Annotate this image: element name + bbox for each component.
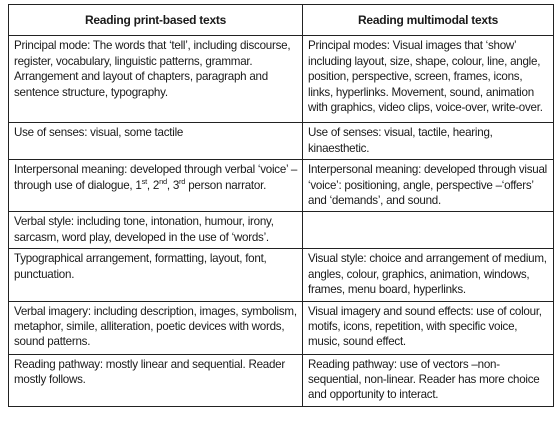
table-row xyxy=(9,354,554,406)
table-row xyxy=(9,301,554,354)
table-row xyxy=(9,212,554,249)
multimodal-cell xyxy=(303,301,554,354)
print-text-part: person narrator. xyxy=(185,178,267,192)
print-text xyxy=(14,162,298,193)
multimodal-cell xyxy=(303,36,554,123)
header-row xyxy=(9,5,554,36)
table-row xyxy=(9,160,554,212)
print-text: Verbal imagery: including description, images, symbolism, metaphor, simile, alliteration, poetic devices with words, sound patterns. xyxy=(14,304,297,349)
print-cell xyxy=(9,354,303,406)
multimodal-cell xyxy=(303,249,554,301)
print-text: Principal mode: The words that ‘tell’, including discourse, register, vocabulary, linguistic patterns, grammar. Arrangement and layout of chapters, paragraph and sentence structure, typography. xyxy=(14,39,291,99)
table-row xyxy=(9,36,554,123)
print-cell xyxy=(9,301,303,354)
multimodal-cell-empty xyxy=(303,212,554,249)
multimodal-text: Visual imagery and sound effects: use of colour, motifs, icons, repetition, with specific voice, music, sound effect. xyxy=(308,304,542,349)
print-text: Typographical arrangement, formatting, layout, font, punctuation. xyxy=(14,252,267,281)
ordinal-suffix: st xyxy=(141,176,147,186)
multimodal-text: Reading pathway: use of vectors –non-sequential, non-linear. Reader has more choice and opportunity to interact. xyxy=(308,357,540,402)
print-text: Reading pathway: mostly linear and sequential. Reader mostly follows. xyxy=(14,357,285,387)
print-cell xyxy=(9,160,303,212)
ordinal-suffix: rd xyxy=(179,176,186,186)
table-row xyxy=(9,123,554,160)
print-cell xyxy=(9,249,303,301)
print-cell xyxy=(9,123,303,160)
print-text-part: , 3 xyxy=(166,178,180,192)
print-text-part: Interpersonal meaning: developed through verbal ‘voice’ –through use of dialogue, 1 xyxy=(14,163,298,192)
multimodal-text: Visual style: choice and arrangement of medium, angles, colour, graphics, animation, windows, frames, menu board, hyperlinks. xyxy=(308,252,547,297)
multimodal-cell xyxy=(303,160,554,212)
multimodal-text: Interpersonal meaning: developed through visual ‘voice’: positioning, angle, perspective –‘offers’ and ‘demands’, and sound. xyxy=(308,163,547,208)
table-row xyxy=(9,249,554,301)
multimodal-text: Principal modes: Visual images that ‘show’ including layout, size, shape, colour, line, angle, position, perspective, screen, frames, icons, links, hyperlinks. Movement, sound, animation with graphics, video clips, voice-over, write-over. xyxy=(308,39,543,115)
header-print-based: Reading print-based texts xyxy=(9,5,303,36)
print-cell xyxy=(9,212,303,249)
print-cell xyxy=(9,36,303,123)
multimodal-cell xyxy=(303,123,554,160)
ordinal-suffix: nd xyxy=(159,176,167,186)
multimodal-text: Use of senses: visual, tactile, hearing, kinaesthetic. xyxy=(308,126,493,155)
multimodal-cell xyxy=(303,354,554,406)
print-text-part: , 2 xyxy=(146,178,160,192)
header-multimodal: Reading multimodal texts xyxy=(303,5,554,36)
print-text: Use of senses: visual, some tactile xyxy=(14,126,184,140)
comparison-table xyxy=(8,4,554,407)
print-text: Verbal style: including tone, intonation, humour, irony, sarcasm, word play, developed in the use of ‘words’. xyxy=(14,215,274,244)
